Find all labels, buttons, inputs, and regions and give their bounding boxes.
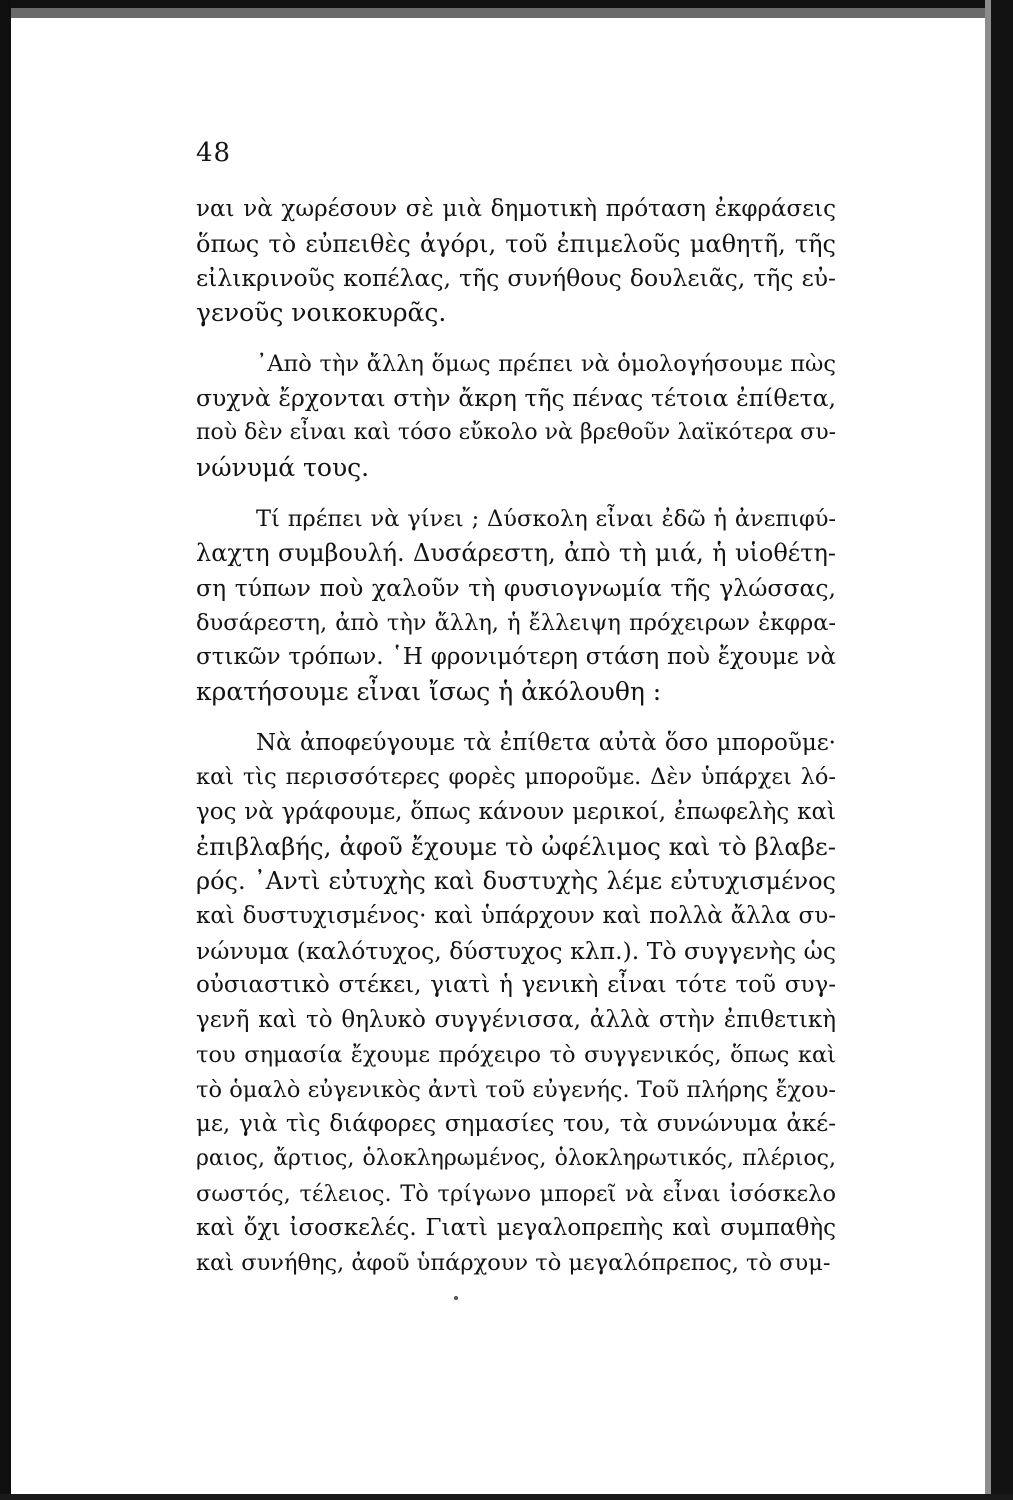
text-line: σωστός, τέλειος. Τὸ τρίγωνο μπορεῖ νὰ εἶναι ἰσόσκελο — [196, 1180, 836, 1207]
scan-border-bottom — [0, 1494, 1013, 1500]
text-line: νώνυμα (καλότυχος, δύστυχος κλπ.). Τὸ συγγενὴς ὡς — [196, 936, 836, 965]
text-line: λαχτη συμβουλή. Δυσάρεστη, ἀπὸ τὴ μιά, ἡ υἱοθέτη- — [196, 539, 836, 568]
text-line: γενῆ καὶ τὸ θηλυκὸ συγγένισσα, ἀλλὰ στὴν ἐπιθετικὴ — [196, 1007, 836, 1034]
paragraph-gap — [196, 710, 836, 726]
text-line: ἐπιβλαβής, ἀφοῦ ἔχουμε τὸ ὠφέλιμος καὶ τὸ βλαβε- — [196, 831, 836, 861]
text-line: Τί πρέπει νὰ γίνει ; Δύσκολη εἶναι ἐδῶ ἡ ἀνεπιφύ- — [256, 505, 836, 532]
paragraph-gap — [196, 486, 836, 502]
text-line: ποὺ δὲν εἶναι καὶ τόσο εὔκολο νὰ βρεθοῦν λαϊκότερα συ- — [196, 420, 836, 446]
text-line: δυσάρεστη, ἀπὸ τὴν ἄλλη, ἡ ἔλλειψη πρόχειρων ἐκφρα- — [196, 609, 836, 636]
text-line: ὅπως τὸ εὐπειθὲς ἀγόρι, τοῦ ἐπιμελοῦς μαθητῆ, τῆς — [196, 229, 836, 258]
text-line: στικῶν τρόπων. ῾Η φρονιμότερη στάση ποὺ ἔχουμε νὰ — [196, 644, 836, 671]
text-line: ραιος, ἄρτιος, ὁλοκληρωμένος, ὁλοκληρωτικός, πλέριος, — [196, 1145, 836, 1171]
text-line: ρός. ᾿Αντὶ εὐτυχὴς καὶ δυστυχὴς λέμε εὐτυχισμένος — [196, 867, 836, 896]
body-text — [196, 192, 836, 1281]
ink-speck — [454, 1296, 458, 1300]
text-line: συχνὰ ἔρχονται στὴν ἄκρη τῆς πένας τέτοια ἐπίθετα, — [196, 384, 836, 413]
paragraph — [196, 502, 836, 710]
scan-border-right — [991, 0, 1013, 1500]
scan-border-top-shadow — [11, 8, 991, 18]
text-line: ᾿Απὸ τὴν ἄλλη ὅμως πρέπει νὰ ὁμολογήσουμε πὼς — [256, 350, 836, 377]
text-line: γος νὰ γράφουμε, ὅπως κάνουν μερικοί, ἐπωφελὴς καὶ — [196, 799, 836, 825]
paragraph-gap — [196, 331, 836, 347]
text-line: καὶ δυστυχισμένος· καὶ ὑπάρχουν καὶ πολλὰ ἄλλα συ- — [196, 903, 836, 930]
text-line: Νὰ ἀποφεύγουμε τὰ ἐπίθετα αὐτὰ ὅσο μποροῦμε· — [256, 729, 836, 756]
scan-border-top — [0, 0, 1013, 8]
paragraph — [196, 192, 836, 331]
text-line: καὶ συνήθης, ἀφοῦ ὑπάρχουν τὸ μεγαλόπρεπος, τὸ συμ- — [196, 1249, 831, 1276]
text-line: εἰλικρινοῦς κοπέλας, τῆς συνήθους δουλειᾶς, τῆς εὐ- — [196, 264, 836, 293]
page-number: 48 — [196, 138, 232, 168]
paragraph — [196, 347, 836, 486]
text-line: του σημασία ἔχουμε πρόχειρο τὸ συγγενικός, ὅπως καὶ — [196, 1041, 836, 1068]
text-line: κρατήσουμε εἶναι ἴσως ἡ ἀκόλουθη : — [196, 676, 662, 706]
text-line: οὐσιαστικὸ στέκει, γιατὶ ἡ γενικὴ εἶναι τότε τοῦ συγ- — [196, 972, 836, 999]
paragraph — [196, 726, 836, 1281]
text-line: καὶ ὄχι ἰσοσκελές. Γιατὶ μεγαλοπρεπὴς καὶ συμπαθὴς — [196, 1215, 836, 1242]
text-line: νώνυμά τους. — [196, 452, 370, 482]
text-line: γενοῦς νοικοκυρᾶς. — [196, 298, 447, 328]
scan-border-left — [0, 0, 11, 1500]
text-line: τὸ ὁμαλὸ εὐγενικὸς ἀντὶ τοῦ εὐγενής. Τοῦ πλήρης ἔχου- — [196, 1076, 836, 1103]
text-line: καὶ τὶς περισσότερες φορὲς μποροῦμε. Δὲν ὑπάρχει λό- — [196, 764, 836, 791]
text-line: ναι νὰ χωρέσουν σὲ μιὰ δημοτικὴ πρόταση ἐκφράσεις — [196, 196, 836, 222]
text-line: ση τύπων ποὺ χαλοῦν τὴ φυσιογνωμία τῆς γλώσσας, — [196, 573, 836, 602]
text-line: με, γιὰ τὶς διάφορες σημασίες του, τὰ συνώνυμα ἀκέ- — [196, 1111, 836, 1138]
